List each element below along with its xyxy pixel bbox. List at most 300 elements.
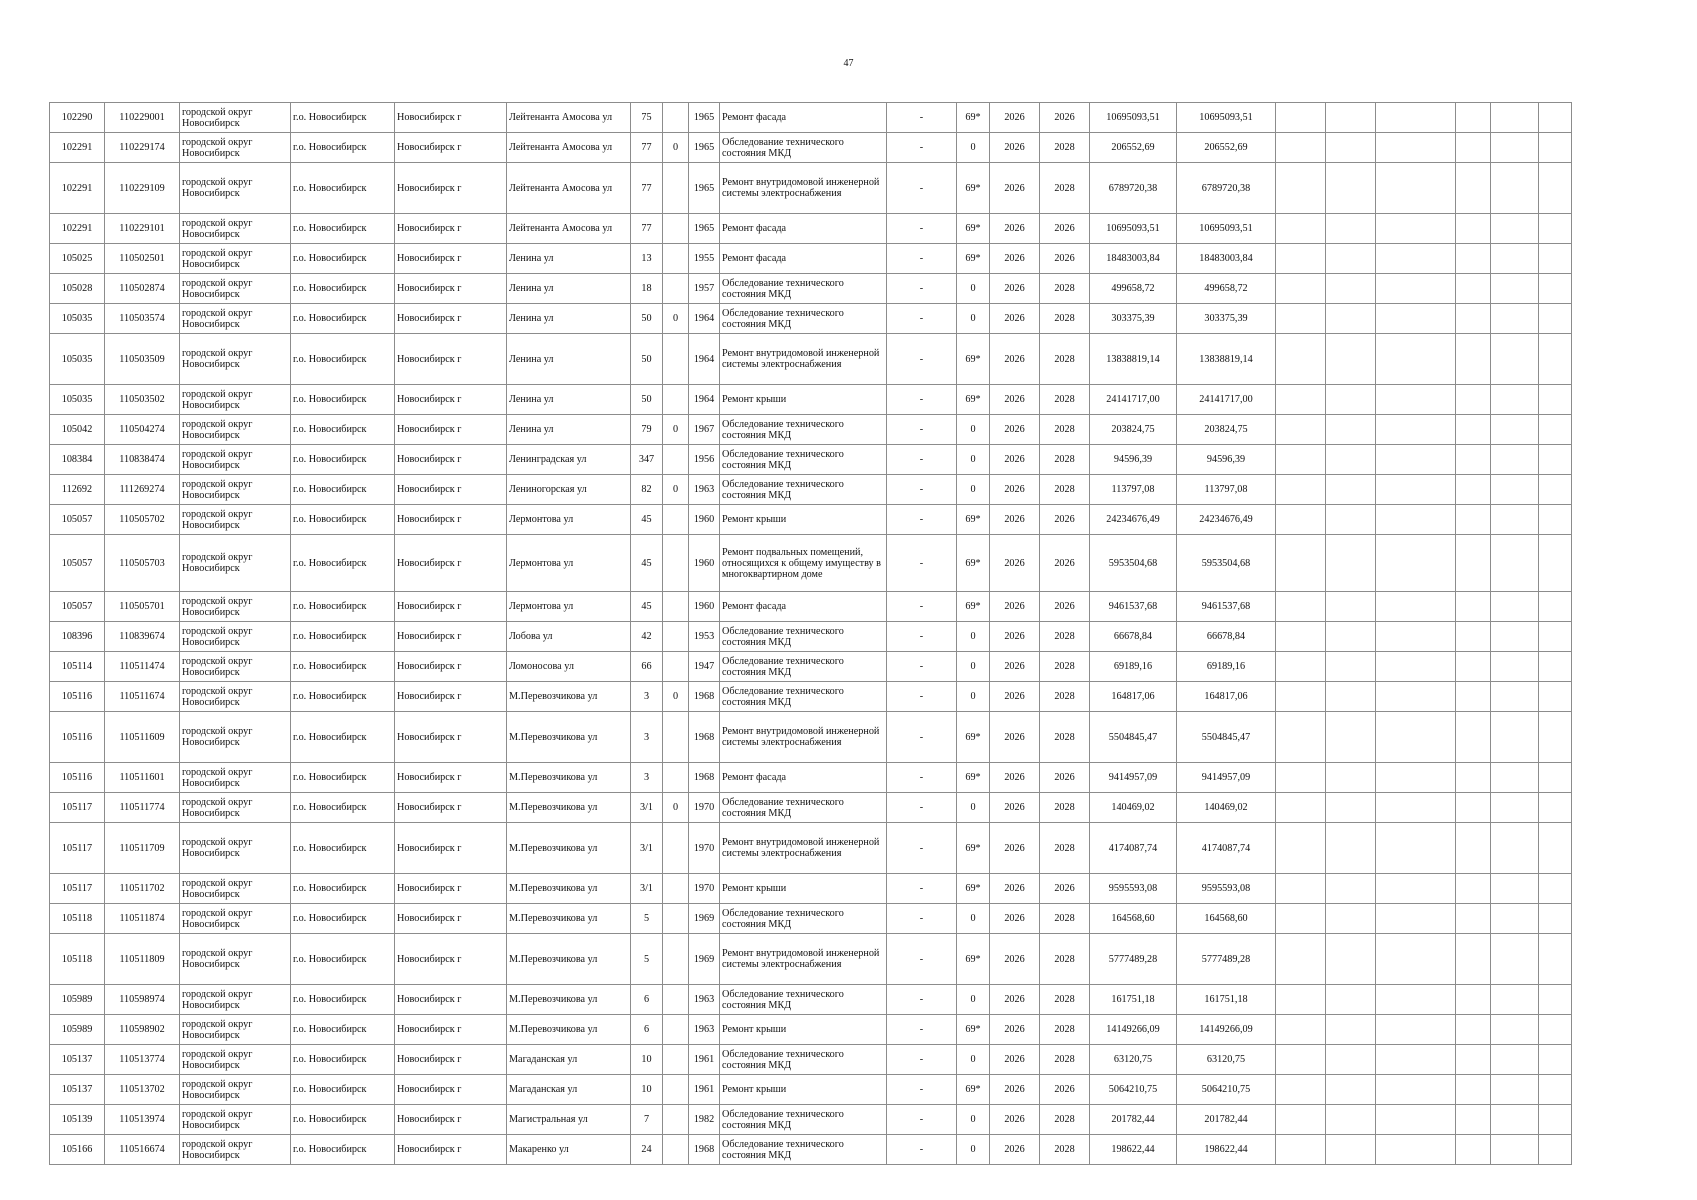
house-id-cell: 105025 <box>50 244 105 274</box>
work-type-cell: Обследование технического состояния МКД <box>720 274 887 304</box>
empty-cell <box>1326 904 1376 934</box>
year-built-cell: 1947 <box>689 652 720 682</box>
plan-end-year-cell: 2028 <box>1040 1105 1090 1135</box>
record-id-cell: 110229101 <box>105 214 180 244</box>
empty-cell <box>1376 1135 1456 1165</box>
empty-cell <box>1539 505 1572 535</box>
building-cell <box>663 163 689 214</box>
district-cell: г.о. Новосибирск <box>291 385 395 415</box>
empty-cell <box>1376 1075 1456 1105</box>
building-cell <box>663 244 689 274</box>
empty-cell <box>1376 712 1456 763</box>
record-id-cell: 110516674 <box>105 1135 180 1165</box>
plan-end-year-cell: 2028 <box>1040 712 1090 763</box>
dash-cell: - <box>887 985 957 1015</box>
street-cell: М.Перевозчикова ул <box>507 682 631 712</box>
settlement-cell: Новосибирск г <box>395 904 507 934</box>
year-built-cell: 1960 <box>689 535 720 592</box>
table-row <box>50 1135 1572 1165</box>
work-type-cell: Ремонт крыши <box>720 874 887 904</box>
cost-cell: 201782,44 <box>1090 1105 1177 1135</box>
total-cost-cell: 24141717,00 <box>1177 385 1276 415</box>
empty-cell <box>1491 652 1539 682</box>
plan-start-year-cell: 2026 <box>990 1015 1040 1045</box>
settlement-cell: Новосибирск г <box>395 985 507 1015</box>
total-cost-cell: 164817,06 <box>1177 682 1276 712</box>
settlement-cell: Новосибирск г <box>395 1075 507 1105</box>
empty-cell <box>1456 415 1491 445</box>
page-number: 47 <box>843 58 854 69</box>
street-cell: М.Перевозчикова ул <box>507 1015 631 1045</box>
street-cell: Ленина ул <box>507 385 631 415</box>
plan-start-year-cell: 2026 <box>990 592 1040 622</box>
record-id-cell: 111269274 <box>105 475 180 505</box>
empty-cell <box>1376 505 1456 535</box>
plan-end-year-cell: 2028 <box>1040 652 1090 682</box>
district-cell: г.о. Новосибирск <box>291 214 395 244</box>
settlement-cell: Новосибирск г <box>395 712 507 763</box>
repair-register-table <box>49 102 1572 1165</box>
plan-end-year-cell: 2028 <box>1040 133 1090 163</box>
total-cost-cell: 198622,44 <box>1177 1135 1276 1165</box>
record-id-cell: 110511874 <box>105 904 180 934</box>
record-id-cell: 110503502 <box>105 385 180 415</box>
empty-cell <box>1276 622 1326 652</box>
year-built-cell: 1963 <box>689 985 720 1015</box>
plan-start-year-cell: 2026 <box>990 103 1040 133</box>
cost-limit-cell: 0 <box>957 904 990 934</box>
empty-cell <box>1491 1015 1539 1045</box>
plan-end-year-cell: 2026 <box>1040 214 1090 244</box>
table-row <box>50 304 1572 334</box>
work-type-cell: Обследование технического состояния МКД <box>720 133 887 163</box>
empty-cell <box>1376 133 1456 163</box>
building-cell: 0 <box>663 475 689 505</box>
district-cell: г.о. Новосибирск <box>291 133 395 163</box>
plan-end-year-cell: 2028 <box>1040 682 1090 712</box>
house-number-cell: 10 <box>631 1045 663 1075</box>
table-row <box>50 475 1572 505</box>
work-type-cell: Обследование технического состояния МКД <box>720 445 887 475</box>
cost-limit-cell: 69* <box>957 763 990 793</box>
cost-limit-cell: 0 <box>957 1045 990 1075</box>
house-id-cell: 108384 <box>50 445 105 475</box>
building-cell: 0 <box>663 415 689 445</box>
house-id-cell: 102291 <box>50 214 105 244</box>
building-cell <box>663 505 689 535</box>
house-id-cell: 105057 <box>50 535 105 592</box>
municipality-cell: городской округ Новосибирск <box>180 415 291 445</box>
district-cell: г.о. Новосибирск <box>291 274 395 304</box>
district-cell: г.о. Новосибирск <box>291 505 395 535</box>
total-cost-cell: 66678,84 <box>1177 622 1276 652</box>
plan-start-year-cell: 2026 <box>990 505 1040 535</box>
empty-cell <box>1326 985 1376 1015</box>
empty-cell <box>1276 934 1326 985</box>
cost-limit-cell: 0 <box>957 1135 990 1165</box>
street-cell: Лениногорская ул <box>507 475 631 505</box>
empty-cell <box>1491 214 1539 244</box>
empty-cell <box>1276 1045 1326 1075</box>
plan-end-year-cell: 2028 <box>1040 985 1090 1015</box>
building-cell <box>663 1015 689 1045</box>
district-cell: г.о. Новосибирск <box>291 304 395 334</box>
cost-limit-cell: 69* <box>957 1075 990 1105</box>
settlement-cell: Новосибирск г <box>395 1015 507 1045</box>
dash-cell: - <box>887 1015 957 1045</box>
cost-limit-cell: 69* <box>957 535 990 592</box>
record-id-cell: 110511774 <box>105 793 180 823</box>
total-cost-cell: 499658,72 <box>1177 274 1276 304</box>
empty-cell <box>1276 214 1326 244</box>
house-id-cell: 105028 <box>50 274 105 304</box>
house-number-cell: 79 <box>631 415 663 445</box>
table-row <box>50 823 1572 874</box>
cost-cell: 5504845,47 <box>1090 712 1177 763</box>
empty-cell <box>1326 535 1376 592</box>
dash-cell: - <box>887 535 957 592</box>
empty-cell <box>1491 592 1539 622</box>
house-id-cell: 105137 <box>50 1075 105 1105</box>
empty-cell <box>1276 385 1326 415</box>
building-cell <box>663 1105 689 1135</box>
plan-end-year-cell: 2026 <box>1040 535 1090 592</box>
plan-end-year-cell: 2028 <box>1040 1135 1090 1165</box>
settlement-cell: Новосибирск г <box>395 103 507 133</box>
plan-start-year-cell: 2026 <box>990 415 1040 445</box>
house-number-cell: 3 <box>631 712 663 763</box>
street-cell: Ломоносова ул <box>507 652 631 682</box>
empty-cell <box>1276 1105 1326 1135</box>
work-type-cell: Ремонт крыши <box>720 385 887 415</box>
empty-cell <box>1491 505 1539 535</box>
empty-cell <box>1276 763 1326 793</box>
work-type-cell: Ремонт крыши <box>720 1015 887 1045</box>
building-cell <box>663 592 689 622</box>
house-id-cell: 108396 <box>50 622 105 652</box>
empty-cell <box>1276 682 1326 712</box>
plan-end-year-cell: 2026 <box>1040 505 1090 535</box>
house-number-cell: 75 <box>631 103 663 133</box>
plan-start-year-cell: 2026 <box>990 934 1040 985</box>
settlement-cell: Новосибирск г <box>395 763 507 793</box>
plan-start-year-cell: 2026 <box>990 445 1040 475</box>
house-id-cell: 105989 <box>50 985 105 1015</box>
plan-start-year-cell: 2026 <box>990 385 1040 415</box>
cost-cell: 18483003,84 <box>1090 244 1177 274</box>
work-type-cell: Ремонт фасада <box>720 763 887 793</box>
plan-end-year-cell: 2026 <box>1040 1075 1090 1105</box>
settlement-cell: Новосибирск г <box>395 622 507 652</box>
house-number-cell: 5 <box>631 934 663 985</box>
settlement-cell: Новосибирск г <box>395 823 507 874</box>
municipality-cell: городской округ Новосибирск <box>180 1075 291 1105</box>
street-cell: Лейтенанта Амосова ул <box>507 214 631 244</box>
empty-cell <box>1491 415 1539 445</box>
district-cell: г.о. Новосибирск <box>291 793 395 823</box>
cost-cell: 69189,16 <box>1090 652 1177 682</box>
empty-cell <box>1491 244 1539 274</box>
empty-cell <box>1276 904 1326 934</box>
empty-cell <box>1326 103 1376 133</box>
cost-limit-cell: 0 <box>957 475 990 505</box>
year-built-cell: 1968 <box>689 763 720 793</box>
work-type-cell: Обследование технического состояния МКД <box>720 622 887 652</box>
empty-cell <box>1456 304 1491 334</box>
empty-cell <box>1456 133 1491 163</box>
empty-cell <box>1456 1015 1491 1045</box>
street-cell: Магаданская ул <box>507 1075 631 1105</box>
cost-limit-cell: 0 <box>957 985 990 1015</box>
work-type-cell: Ремонт крыши <box>720 505 887 535</box>
year-built-cell: 1968 <box>689 1135 720 1165</box>
total-cost-cell: 5777489,28 <box>1177 934 1276 985</box>
empty-cell <box>1326 823 1376 874</box>
empty-cell <box>1326 763 1376 793</box>
empty-cell <box>1376 682 1456 712</box>
cost-cell: 24141717,00 <box>1090 385 1177 415</box>
empty-cell <box>1456 985 1491 1015</box>
empty-cell <box>1539 763 1572 793</box>
municipality-cell: городской округ Новосибирск <box>180 445 291 475</box>
empty-cell <box>1376 304 1456 334</box>
total-cost-cell: 9414957,09 <box>1177 763 1276 793</box>
record-id-cell: 110511674 <box>105 682 180 712</box>
cost-cell: 63120,75 <box>1090 1045 1177 1075</box>
record-id-cell: 110229174 <box>105 133 180 163</box>
year-built-cell: 1961 <box>689 1075 720 1105</box>
table-row <box>50 622 1572 652</box>
empty-cell <box>1276 244 1326 274</box>
empty-cell <box>1326 274 1376 304</box>
work-type-cell: Ремонт внутридомовой инженерной системы электроснабжения <box>720 823 887 874</box>
house-id-cell: 102290 <box>50 103 105 133</box>
empty-cell <box>1539 1105 1572 1135</box>
dash-cell: - <box>887 1075 957 1105</box>
dash-cell: - <box>887 823 957 874</box>
district-cell: г.о. Новосибирск <box>291 445 395 475</box>
district-cell: г.о. Новосибирск <box>291 1045 395 1075</box>
empty-cell <box>1376 592 1456 622</box>
total-cost-cell: 164568,60 <box>1177 904 1276 934</box>
empty-cell <box>1276 1015 1326 1045</box>
plan-end-year-cell: 2028 <box>1040 934 1090 985</box>
register-body <box>50 103 1572 1165</box>
street-cell: Ленина ул <box>507 334 631 385</box>
settlement-cell: Новосибирск г <box>395 445 507 475</box>
cost-limit-cell: 69* <box>957 385 990 415</box>
empty-cell <box>1491 793 1539 823</box>
work-type-cell: Обследование технического состояния МКД <box>720 1045 887 1075</box>
dash-cell: - <box>887 934 957 985</box>
building-cell <box>663 334 689 385</box>
house-id-cell: 105114 <box>50 652 105 682</box>
empty-cell <box>1539 445 1572 475</box>
total-cost-cell: 9461537,68 <box>1177 592 1276 622</box>
dash-cell: - <box>887 475 957 505</box>
house-number-cell: 77 <box>631 163 663 214</box>
total-cost-cell: 6789720,38 <box>1177 163 1276 214</box>
empty-cell <box>1491 1045 1539 1075</box>
year-built-cell: 1970 <box>689 793 720 823</box>
building-cell <box>663 712 689 763</box>
municipality-cell: городской округ Новосибирск <box>180 385 291 415</box>
district-cell: г.о. Новосибирск <box>291 934 395 985</box>
district-cell: г.о. Новосибирск <box>291 652 395 682</box>
cost-cell: 4174087,74 <box>1090 823 1177 874</box>
empty-cell <box>1491 445 1539 475</box>
empty-cell <box>1456 682 1491 712</box>
table-row <box>50 445 1572 475</box>
empty-cell <box>1276 415 1326 445</box>
building-cell <box>663 622 689 652</box>
total-cost-cell: 94596,39 <box>1177 445 1276 475</box>
cost-cell: 6789720,38 <box>1090 163 1177 214</box>
work-type-cell: Ремонт фасада <box>720 592 887 622</box>
plan-end-year-cell: 2028 <box>1040 415 1090 445</box>
municipality-cell: городской округ Новосибирск <box>180 823 291 874</box>
empty-cell <box>1491 1135 1539 1165</box>
work-type-cell: Обследование технического состояния МКД <box>720 682 887 712</box>
empty-cell <box>1539 244 1572 274</box>
empty-cell <box>1491 823 1539 874</box>
district-cell: г.о. Новосибирск <box>291 163 395 214</box>
house-number-cell: 77 <box>631 214 663 244</box>
house-number-cell: 3/1 <box>631 823 663 874</box>
work-type-cell: Ремонт подвальных помещений, относящихся к общему имуществу в многоквартирном доме <box>720 535 887 592</box>
municipality-cell: городской округ Новосибирск <box>180 214 291 244</box>
empty-cell <box>1456 505 1491 535</box>
table-row <box>50 214 1572 244</box>
table-row <box>50 274 1572 304</box>
cost-cell: 206552,69 <box>1090 133 1177 163</box>
year-built-cell: 1970 <box>689 874 720 904</box>
empty-cell <box>1456 904 1491 934</box>
empty-cell <box>1276 163 1326 214</box>
work-type-cell: Обследование технического состояния МКД <box>720 415 887 445</box>
municipality-cell: городской округ Новосибирск <box>180 1015 291 1045</box>
record-id-cell: 110229001 <box>105 103 180 133</box>
empty-cell <box>1491 1105 1539 1135</box>
table-row <box>50 1075 1572 1105</box>
empty-cell <box>1456 793 1491 823</box>
dash-cell: - <box>887 622 957 652</box>
house-number-cell: 82 <box>631 475 663 505</box>
cost-cell: 9461537,68 <box>1090 592 1177 622</box>
table-row <box>50 793 1572 823</box>
year-built-cell: 1960 <box>689 505 720 535</box>
street-cell: Лейтенанта Амосова ул <box>507 103 631 133</box>
house-id-cell: 105035 <box>50 304 105 334</box>
empty-cell <box>1276 103 1326 133</box>
building-cell <box>663 1045 689 1075</box>
district-cell: г.о. Новосибирск <box>291 622 395 652</box>
year-built-cell: 1964 <box>689 304 720 334</box>
empty-cell <box>1326 445 1376 475</box>
house-number-cell: 42 <box>631 622 663 652</box>
municipality-cell: городской округ Новосибирск <box>180 985 291 1015</box>
plan-start-year-cell: 2026 <box>990 244 1040 274</box>
total-cost-cell: 13838819,14 <box>1177 334 1276 385</box>
empty-cell <box>1326 475 1376 505</box>
cost-cell: 303375,39 <box>1090 304 1177 334</box>
street-cell: Магаданская ул <box>507 1045 631 1075</box>
house-id-cell: 105057 <box>50 592 105 622</box>
house-number-cell: 347 <box>631 445 663 475</box>
street-cell: М.Перевозчикова ул <box>507 904 631 934</box>
plan-end-year-cell: 2026 <box>1040 763 1090 793</box>
cost-cell: 10695093,51 <box>1090 214 1177 244</box>
municipality-cell: городской округ Новосибирск <box>180 1045 291 1075</box>
empty-cell <box>1456 652 1491 682</box>
district-cell: г.о. Новосибирск <box>291 334 395 385</box>
cost-cell: 161751,18 <box>1090 985 1177 1015</box>
house-id-cell: 102291 <box>50 163 105 214</box>
street-cell: Ленина ул <box>507 274 631 304</box>
district-cell: г.о. Новосибирск <box>291 823 395 874</box>
work-type-cell: Обследование технического состояния МКД <box>720 1105 887 1135</box>
municipality-cell: городской округ Новосибирск <box>180 1105 291 1135</box>
settlement-cell: Новосибирск г <box>395 274 507 304</box>
table-row <box>50 505 1572 535</box>
street-cell: Ленина ул <box>507 415 631 445</box>
empty-cell <box>1539 475 1572 505</box>
record-id-cell: 110511601 <box>105 763 180 793</box>
dash-cell: - <box>887 304 957 334</box>
cost-cell: 203824,75 <box>1090 415 1177 445</box>
empty-cell <box>1376 163 1456 214</box>
house-number-cell: 77 <box>631 133 663 163</box>
settlement-cell: Новосибирск г <box>395 244 507 274</box>
empty-cell <box>1491 163 1539 214</box>
street-cell: Магистральная ул <box>507 1105 631 1135</box>
settlement-cell: Новосибирск г <box>395 385 507 415</box>
dash-cell: - <box>887 133 957 163</box>
municipality-cell: городской округ Новосибирск <box>180 682 291 712</box>
work-type-cell: Ремонт внутридомовой инженерной системы электроснабжения <box>720 334 887 385</box>
record-id-cell: 110502874 <box>105 274 180 304</box>
street-cell: Лермонтова ул <box>507 505 631 535</box>
empty-cell <box>1491 904 1539 934</box>
empty-cell <box>1539 874 1572 904</box>
cost-limit-cell: 0 <box>957 445 990 475</box>
empty-cell <box>1376 823 1456 874</box>
building-cell <box>663 985 689 1015</box>
work-type-cell: Обследование технического состояния МКД <box>720 475 887 505</box>
cost-cell: 164568,60 <box>1090 904 1177 934</box>
house-number-cell: 3/1 <box>631 874 663 904</box>
cost-cell: 10695093,51 <box>1090 103 1177 133</box>
municipality-cell: городской округ Новосибирск <box>180 244 291 274</box>
plan-end-year-cell: 2028 <box>1040 823 1090 874</box>
municipality-cell: городской округ Новосибирск <box>180 793 291 823</box>
dash-cell: - <box>887 793 957 823</box>
municipality-cell: городской округ Новосибирск <box>180 874 291 904</box>
plan-start-year-cell: 2026 <box>990 652 1040 682</box>
empty-cell <box>1539 103 1572 133</box>
building-cell <box>663 823 689 874</box>
building-cell <box>663 874 689 904</box>
dash-cell: - <box>887 652 957 682</box>
year-built-cell: 1969 <box>689 904 720 934</box>
dash-cell: - <box>887 334 957 385</box>
empty-cell <box>1456 535 1491 592</box>
house-id-cell: 105117 <box>50 874 105 904</box>
empty-cell <box>1539 823 1572 874</box>
empty-cell <box>1491 934 1539 985</box>
municipality-cell: городской округ Новосибирск <box>180 904 291 934</box>
dash-cell: - <box>887 163 957 214</box>
